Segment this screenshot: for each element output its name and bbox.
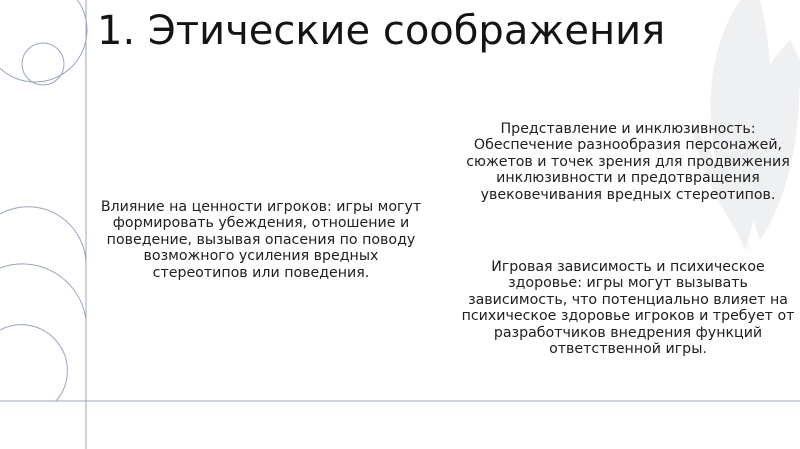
decor-circle-small [22,43,64,85]
slide-title: 1. Этические соображения [97,8,666,54]
decor-arch-upper [0,207,86,264]
text-block-representation: Представление и инклюзивность: Обеспечение разнообразия персонажей, сюжетов и точек зрения для продвижения инклюзивности и предотвращения увековечивания вредных стереотипов. [466,121,790,203]
decor-circle-large [0,0,87,82]
text-block-player-values: Влияние на ценности игроков: игры могут формировать убеждения, отношение и поведение, вызывая опасения по поводу возможного усиления вредных стереотипов или поведения. [100,199,422,281]
decor-arch-base [0,325,67,401]
text-block-addiction: Игровая зависимость и психическое здоровье: игры могут вызывать зависимость, что потенциально влияет на психическое здоровье игроков и требует от разработчиков внедрения функций ответственной игры. [461,259,795,358]
decor-arch-lower [0,264,86,401]
